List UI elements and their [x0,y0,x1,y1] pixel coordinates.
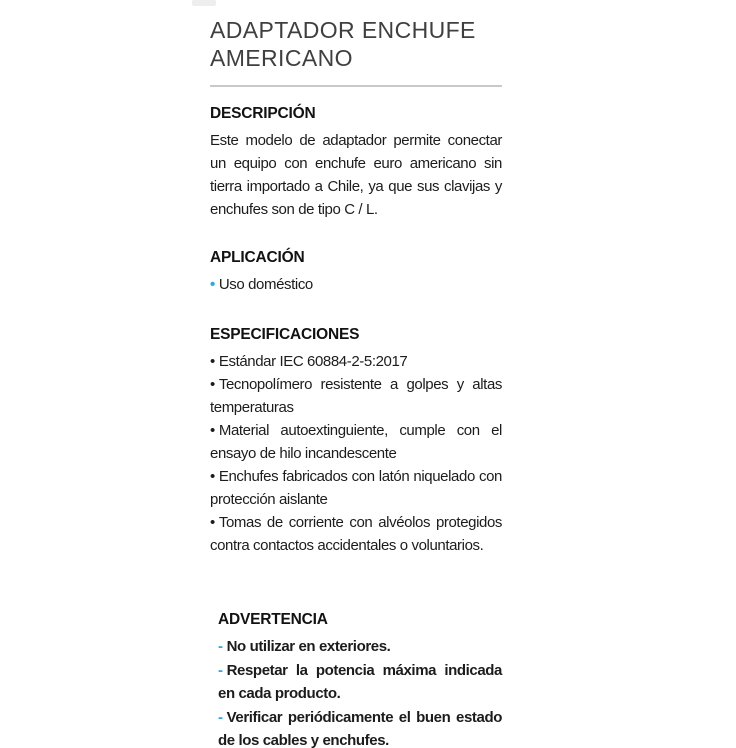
advertencia-list [218,635,502,748]
list-item-text: Estándar IEC 60884-2-5:2017 [218,353,408,370]
bullet-dash-icon: - [218,709,223,726]
bullet-dot-icon: • [210,376,215,393]
advertencia-heading: ADVERTENCIA [218,611,328,628]
list-item [218,659,502,705]
list-item-text: Tomas de corriente con alvéolos protegidos contra contactos accidentales o voluntarios. [210,514,502,554]
bullet-dash-icon: - [218,638,223,655]
list-item [218,706,502,748]
descripcion-heading: DESCRIPCIÓN [210,105,316,122]
list-item-text: Enchufes fabricados con latón niquelado con protección aislante [210,468,502,508]
section-aplicacion [210,248,502,296]
list-item-text: Respetar la potencia máxima indicada en cada producto. [218,662,502,702]
page-title: ADAPTADOR ENCHUFE AMERICANO [210,17,476,71]
section-descripcion [210,104,502,221]
list-item-text: Material autoextinguiente, cumple con el ensayo de hilo incandescente [210,422,502,462]
list-item [210,373,502,419]
aplicacion-heading: APLICACIÓN [210,249,305,266]
descripcion-body: Este modelo de adaptador permite conectar un equipo con enchufe euro americano sin tierra importado a Chile, ya que sus clavijas y enchufes son de tipo C / L. [210,132,502,218]
aplicacion-list [210,273,502,296]
bullet-dot-icon: • [210,353,215,370]
especificaciones-heading: ESPECIFICACIONES [210,326,360,343]
list-item-text: Uso doméstico [218,276,313,293]
especificaciones-list [210,350,502,557]
page-edge-artifact [192,0,216,6]
bullet-dash-icon: - [218,662,223,679]
bullet-dot-icon: • [210,276,215,293]
list-item-text: Tecnopolímero resistente a golpes y altas temperaturas [210,376,502,416]
bullet-dot-icon: • [210,468,215,485]
bullet-dot-icon: • [210,422,215,439]
bullet-dot-icon: • [210,514,215,531]
list-item [218,635,502,658]
list-item [210,511,502,557]
list-item [210,350,502,373]
list-item-text: Verificar periódicamente el buen estado de los cables y enchufes. [218,709,502,748]
list-item-text: No utilizar en exteriores. [226,638,391,655]
title-divider [210,85,502,87]
list-item [210,465,502,511]
product-info-column [210,16,502,748]
list-item [210,419,502,465]
section-advertencia [218,610,502,748]
list-item [210,273,502,296]
section-especificaciones [210,325,502,557]
